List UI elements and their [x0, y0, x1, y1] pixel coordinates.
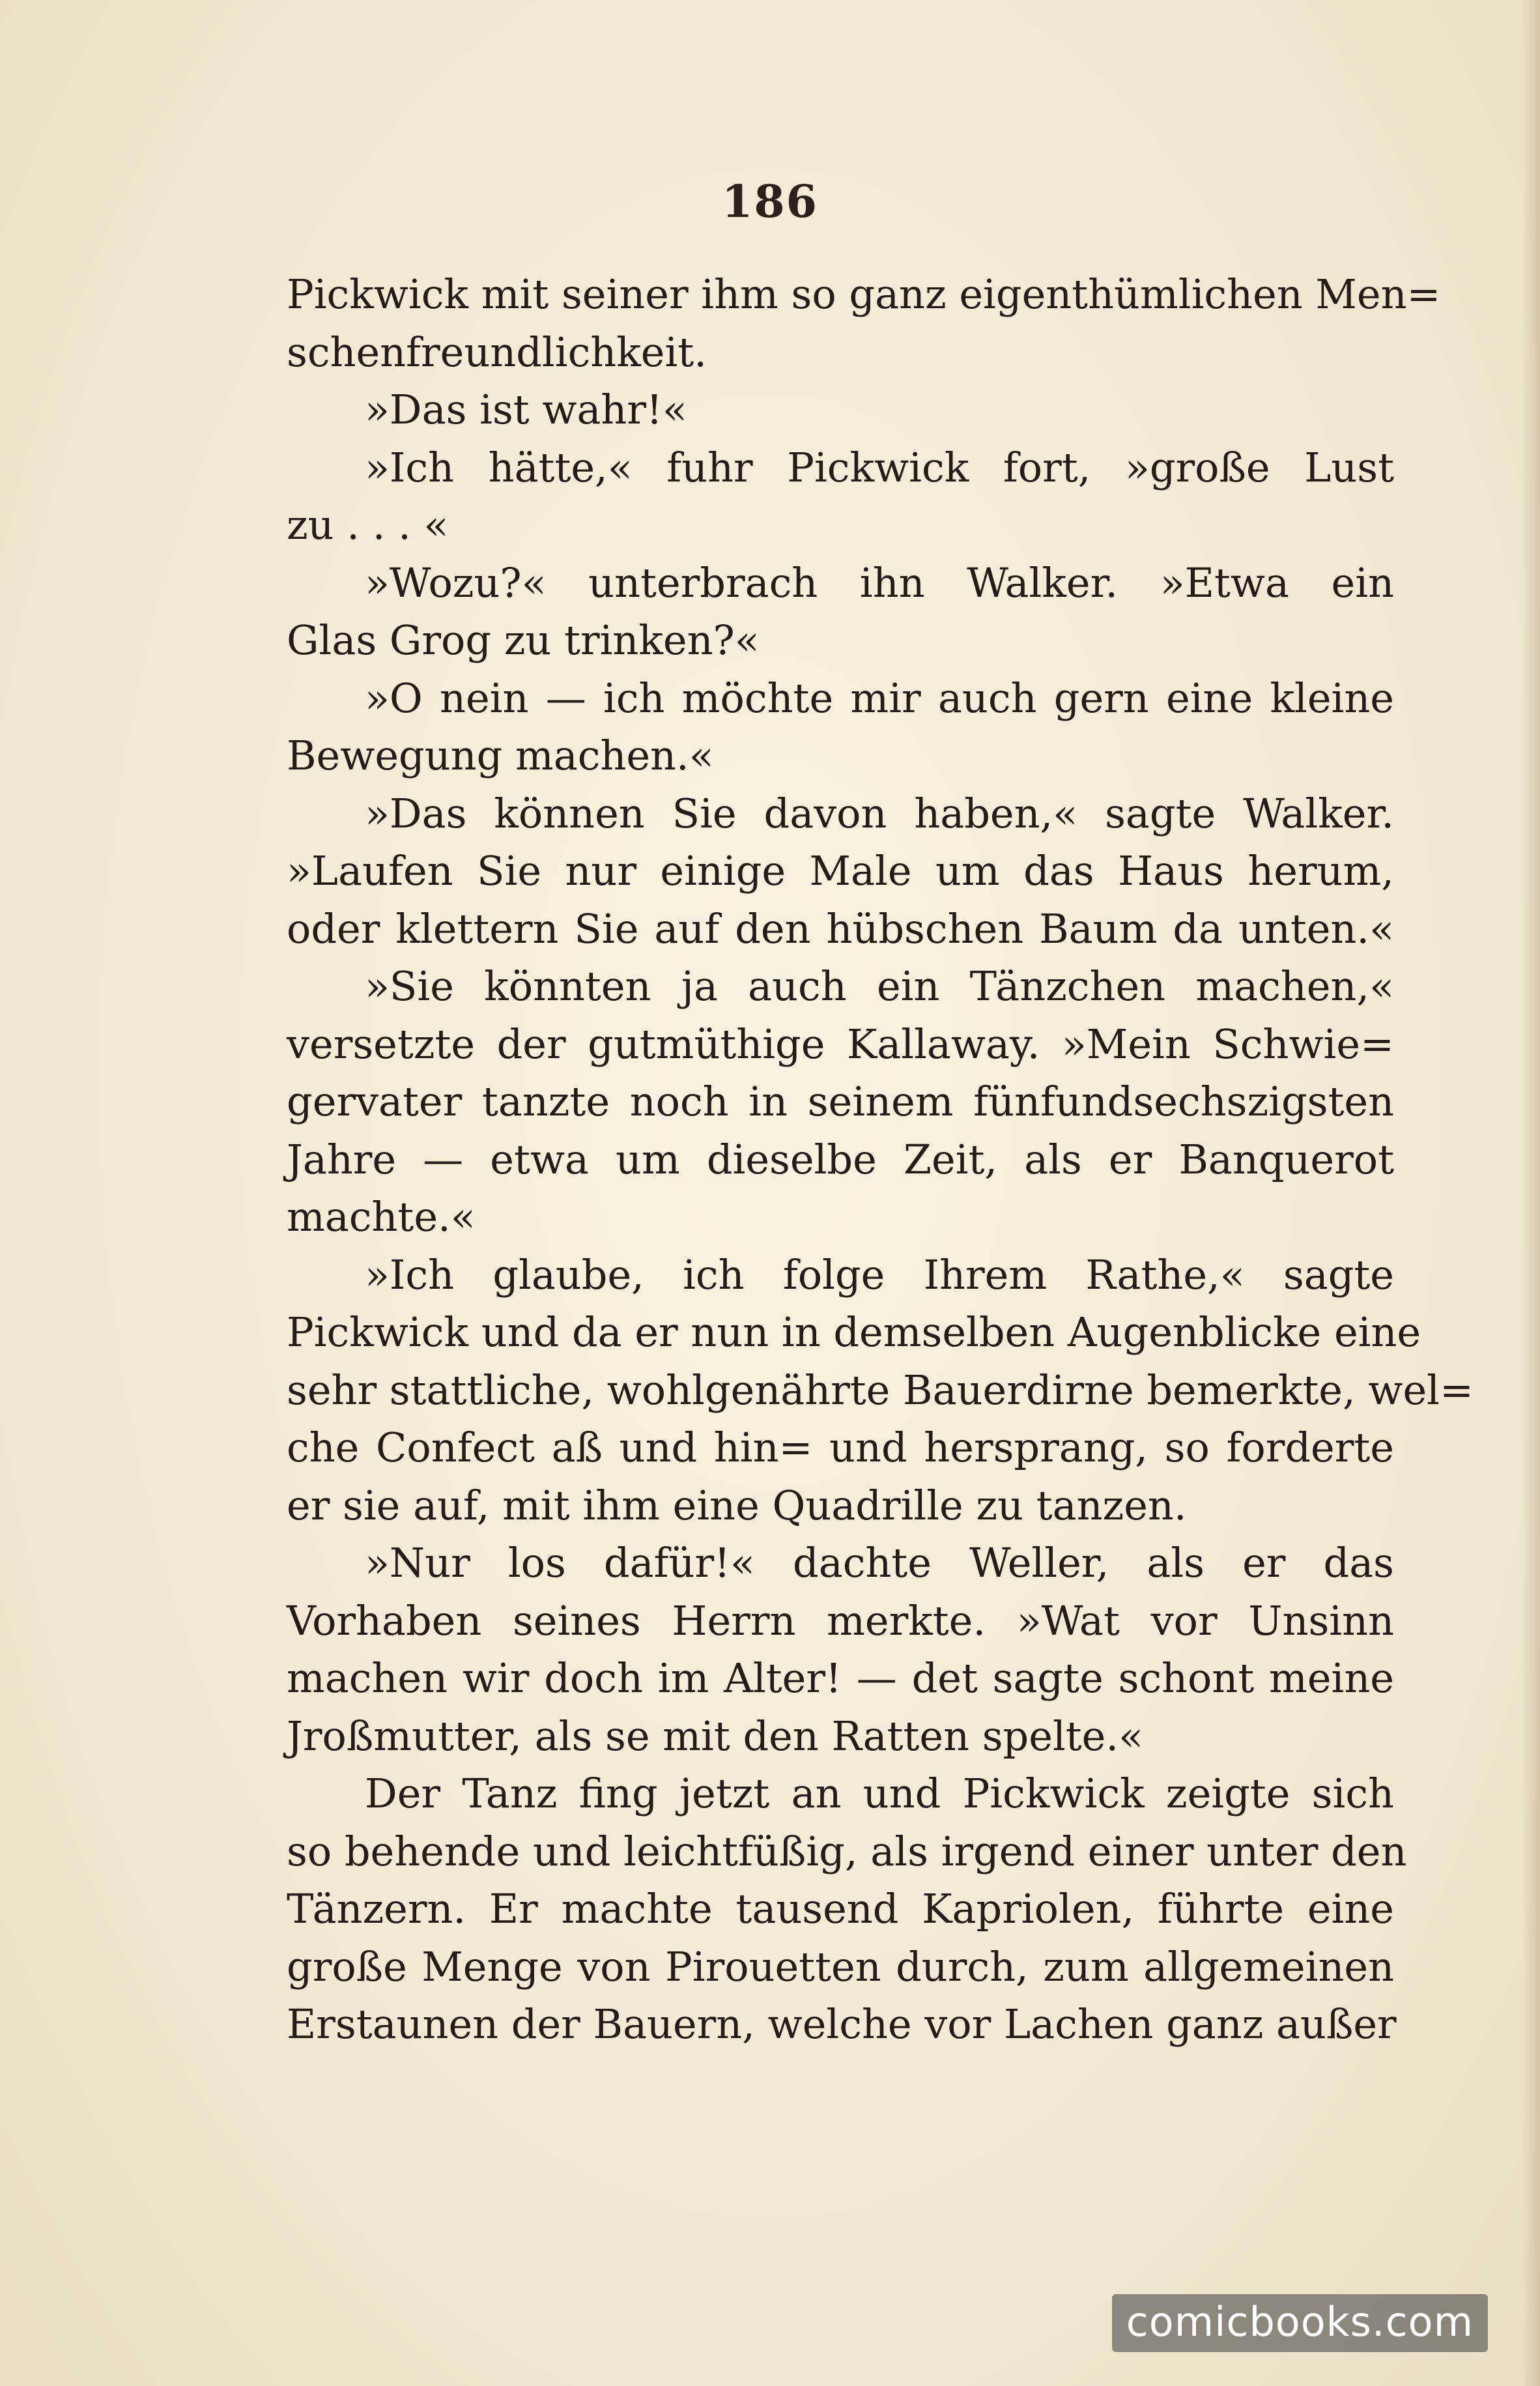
page-edge-shadow — [1522, 0, 1540, 2386]
text-line: »O nein — ich möchte mir auch gern eine kleine — [365, 674, 1394, 722]
text-line: zu . . . « — [287, 501, 449, 549]
text-line: Erstaunen der Bauern, welche vor Lachen ganz außer — [287, 2000, 1397, 2048]
text-line: Tänzern. Er machte tausend Kapriolen, führte eine — [287, 1885, 1394, 1933]
text-line: Der Tanz fing jetzt an und Pickwick zeigte sich — [365, 1770, 1394, 1817]
body-text — [287, 266, 1474, 2054]
text-line: »Wozu?« unterbrach ihn Walker. »Etwa ein — [365, 558, 1394, 607]
watermark: comicbooks.com — [1112, 2294, 1488, 2352]
text-line: Bewegung machen.« — [287, 732, 714, 779]
text-line: »Das können Sie davon haben,« sagte Walker. — [365, 789, 1394, 837]
text-line: Pickwick und da er nun in demselben Augenblicke eine — [287, 1308, 1421, 1356]
text-line: Glas Grog zu trinken?« — [287, 616, 760, 664]
text-line: oder klettern Sie auf den hübschen Baum da unten.« — [287, 904, 1394, 953]
text-line: er sie auf, mit ihm eine Quadrille zu tanzen. — [287, 1481, 1187, 1529]
text-line: Jahre — etwa um dieselbe Zeit, als er Banquerot — [287, 1135, 1394, 1183]
text-line: gervater tanzte noch in seinem fünfundsechszigsten — [287, 1078, 1394, 1125]
text-line: »Das ist wahr!« — [365, 386, 687, 433]
text-line: große Menge von Pirouetten durch, zum allgemeinen — [287, 1942, 1394, 1991]
text-line: »Laufen Sie nur einige Male um das Haus herum, — [287, 847, 1394, 895]
text-line: so behende und leichtfüßig, als irgend einer unter den — [287, 1827, 1407, 1875]
text-line: Pickwick mit seiner ihm so ganz eigenthümlichen Men= — [287, 270, 1441, 318]
text-line: Jroßmutter, als se mit den Ratten spelte.« — [287, 1712, 1144, 1760]
text-line: »Ich glaube, ich folge Ihrem Rathe,« sagte — [365, 1250, 1394, 1299]
text-line: »Sie könnten ja auch ein Tänzchen machen,« — [365, 962, 1394, 1010]
text-line: versetzte der gutmüthige Kallaway. »Mein Schwie= — [287, 1020, 1394, 1068]
page-number: 186 — [722, 176, 818, 228]
text-line: »Ich hätte,« fuhr Pickwick fort, »große Lust — [365, 443, 1394, 491]
text-line: machen wir doch im Alter! — det sagte schont meine — [287, 1654, 1394, 1702]
text-line: machte.« — [287, 1193, 476, 1241]
text-line: che Confect aß und hin= und hersprang, so forderte — [287, 1424, 1394, 1471]
text-line: Vorhaben seines Herrn merkte. »Wat vor Unsinn — [287, 1596, 1394, 1645]
text-line: sehr stattliche, wohlgenährte Bauerdirne bemerkte, wel= — [287, 1366, 1474, 1414]
text-line: schenfreundlichkeit. — [287, 328, 707, 376]
text-line: »Nur los dafür!« dachte Weller, als er das — [365, 1539, 1394, 1587]
